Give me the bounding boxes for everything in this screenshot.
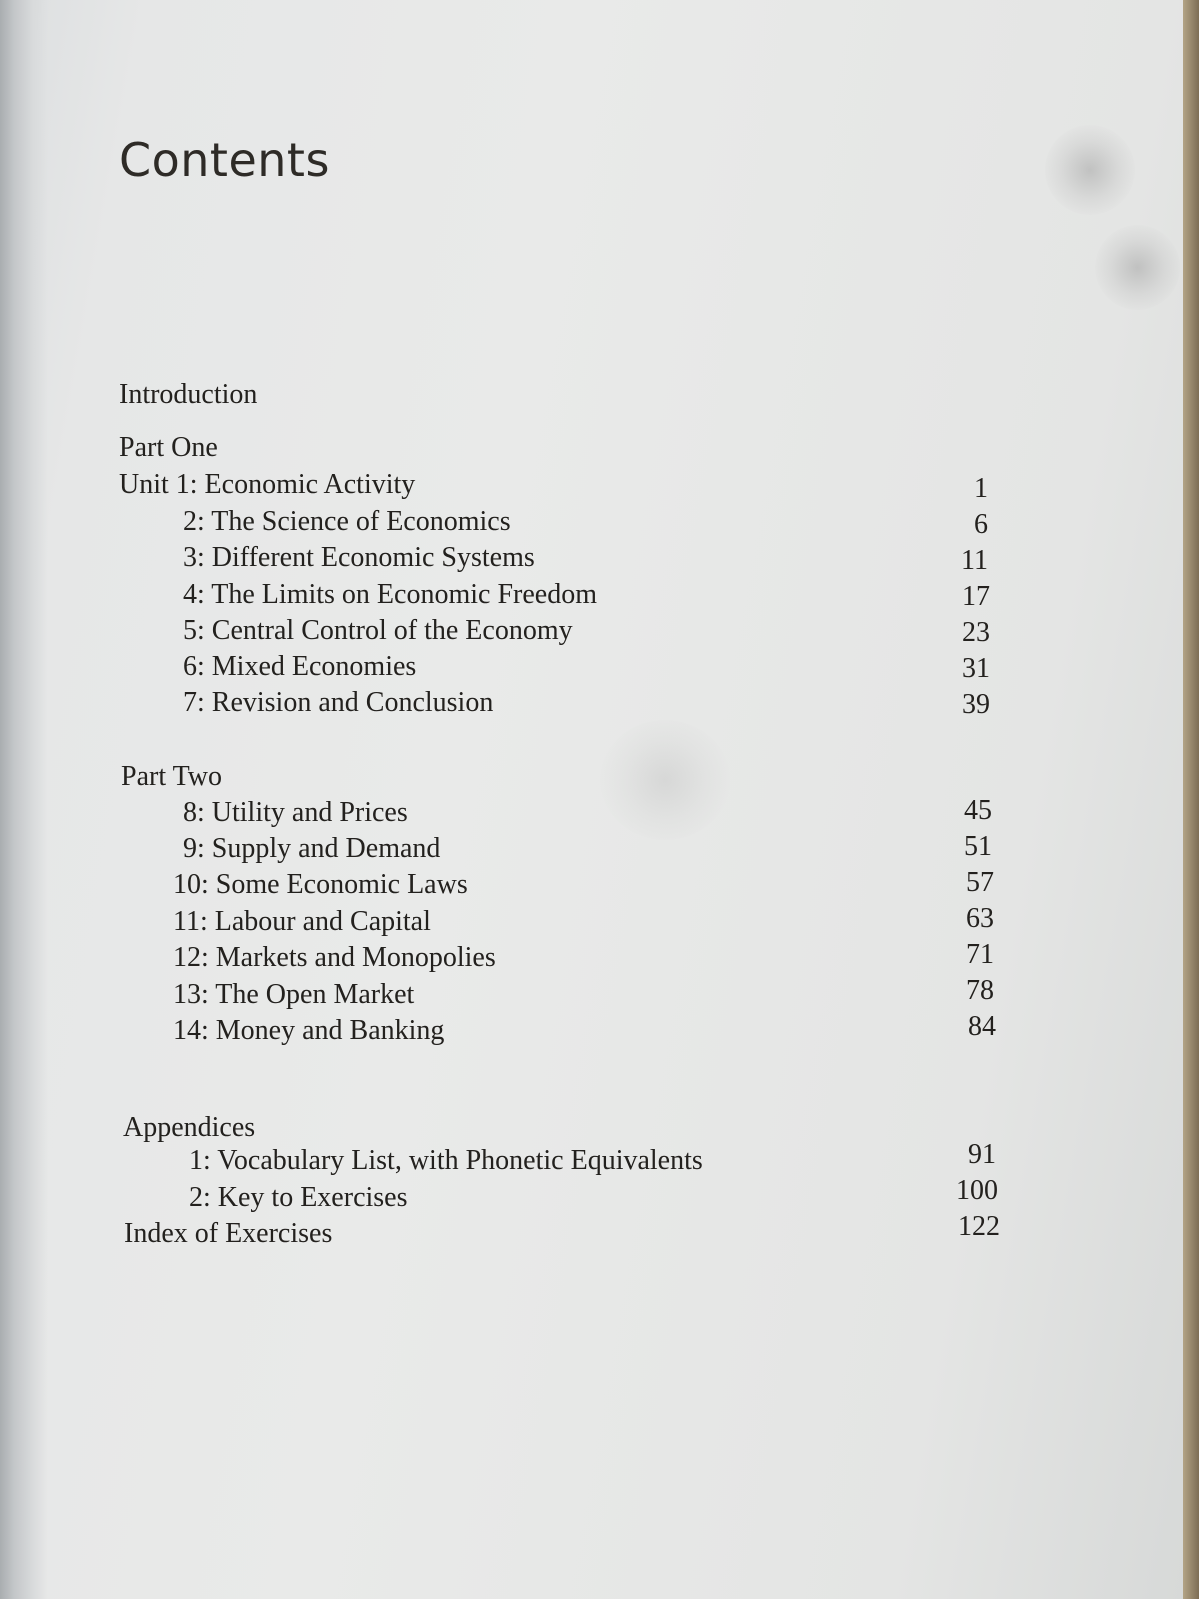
toc-page-unit-6: 31 — [962, 653, 990, 684]
toc-entry-unit-4: 4: The Limits on Economic Freedom — [183, 579, 597, 610]
toc-page-unit-5: 23 — [962, 617, 990, 648]
toc-page-appendix-1: 91 — [968, 1139, 996, 1170]
toc-page-unit-4: 17 — [962, 581, 990, 612]
page-title: Contents — [119, 133, 330, 187]
toc-entry-unit-14: 14: Money and Banking — [173, 1015, 445, 1046]
toc-page-unit-8: 45 — [964, 795, 992, 826]
toc-entry-appendix-2: 2: Key to Exercises — [189, 1182, 408, 1213]
toc-page-appendix-2: 100 — [956, 1175, 998, 1206]
toc-entry-unit-6: 6: Mixed Economies — [183, 651, 417, 682]
toc-entry-unit-12: 12: Markets and Monopolies — [173, 942, 496, 973]
smudge — [600, 720, 730, 840]
toc-page-unit-10: 57 — [966, 867, 994, 898]
smudge — [1045, 125, 1135, 215]
toc-entry-unit-1: Unit 1: Economic Activity — [119, 469, 416, 500]
toc-entry-unit-9: 9: Supply and Demand — [183, 833, 441, 864]
appendices-heading: Appendices — [123, 1112, 256, 1143]
index-of-exercises: Index of Exercises — [124, 1218, 333, 1249]
toc-entry-unit-5: 5: Central Control of the Economy — [183, 615, 573, 646]
page-edge — [1183, 0, 1199, 1599]
part-two-heading: Part Two — [121, 761, 222, 792]
introduction-heading: Introduction — [119, 379, 258, 410]
toc-entry-unit-7: 7: Revision and Conclusion — [183, 687, 494, 718]
spine-shadow — [0, 0, 48, 1599]
toc-page-unit-14: 84 — [968, 1011, 996, 1042]
toc-page-unit-1: 1 — [974, 473, 988, 504]
toc-page-unit-3: 11 — [961, 545, 988, 576]
toc-entry-unit-13: 13: The Open Market — [173, 979, 415, 1010]
toc-page-unit-7: 39 — [962, 689, 990, 720]
toc-entry-unit-11: 11: Labour and Capital — [173, 906, 431, 937]
part-one-heading: Part One — [119, 432, 218, 463]
toc-entry-appendix-1: 1: Vocabulary List, with Phonetic Equivalents — [189, 1145, 703, 1176]
toc-entry-unit-10: 10: Some Economic Laws — [173, 869, 468, 900]
toc-entry-unit-8: 8: Utility and Prices — [183, 797, 408, 828]
toc-entry-unit-3: 3: Different Economic Systems — [183, 542, 535, 573]
toc-page-unit-13: 78 — [966, 975, 994, 1006]
toc-page-unit-9: 51 — [964, 831, 992, 862]
toc-page-index: 122 — [958, 1211, 1000, 1242]
toc-page-unit-12: 71 — [966, 939, 994, 970]
toc-entry-unit-2: 2: The Science of Economics — [183, 506, 511, 537]
toc-page-unit-11: 63 — [966, 903, 994, 934]
smudge — [1095, 225, 1180, 310]
toc-page-unit-2: 6 — [974, 509, 988, 540]
